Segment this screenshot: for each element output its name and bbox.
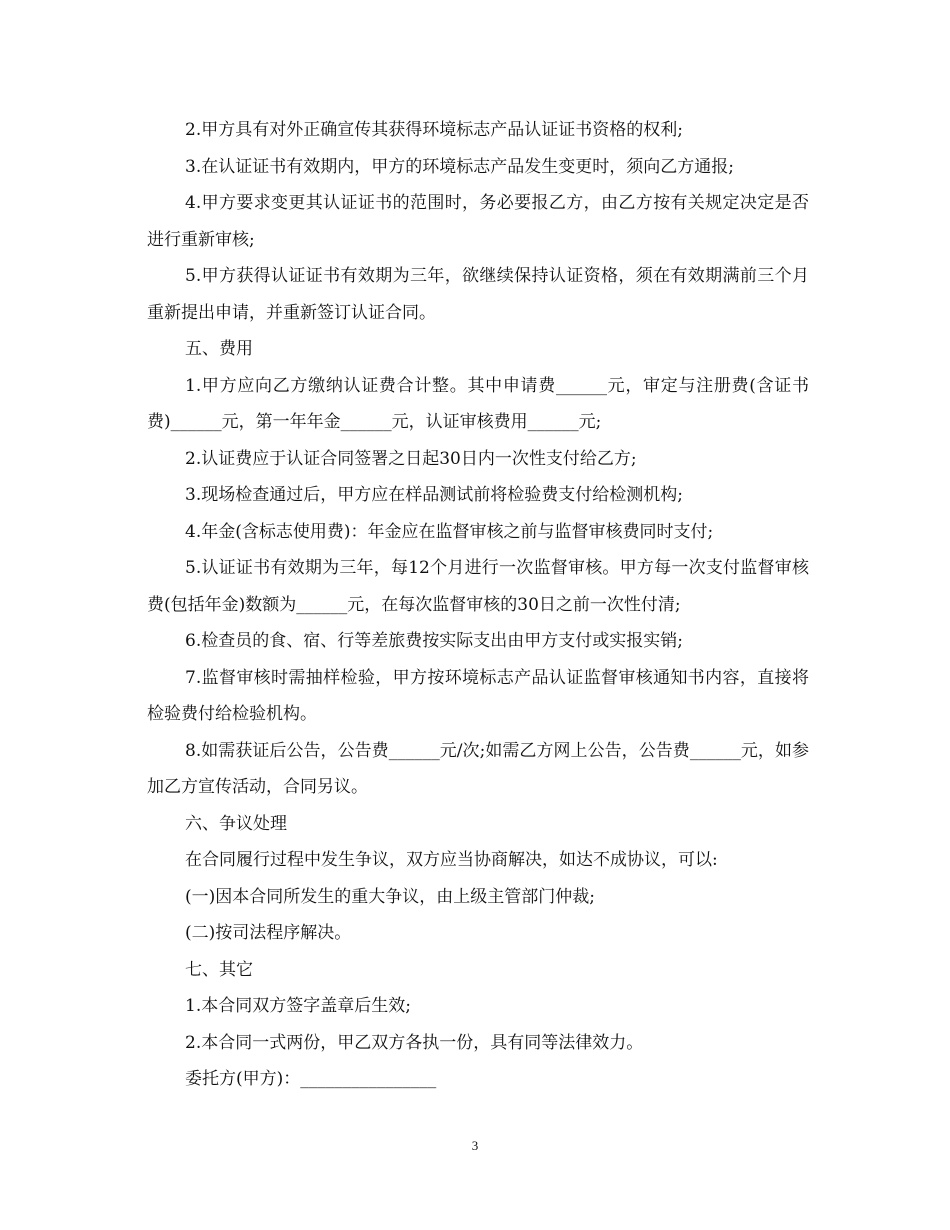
fees-item-1: 1.甲方应向乙方缴纳认证费合计整。其中申请费______元，审定与注册费(含证书费)______元，第一年年金______元，认证审核费用______元;	[147, 375, 809, 432]
fees-item-5: 5.认证证书有效期为三年，每12个月进行一次监督审核。甲方每一次支付监督审核费(包括年金)数额为______元，在每次监督审核的30日之前一次性付清;	[147, 558, 809, 615]
page-number: 3	[471, 1138, 479, 1153]
section-heading-disputes: 六、争议处理	[185, 813, 287, 834]
disputes-option-2: (二)按司法程序解决。	[185, 923, 352, 943]
document-body	[147, 112, 809, 1098]
fees-item-6: 6.检查员的食、宿、行等差旅费按实际支出由甲方支付或实报实销;	[185, 631, 683, 651]
fees-item-4: 4.年金(含标志使用费)：年金应在监督审核之前与监督审核费同时支付;	[185, 521, 714, 542]
paragraph-2-publicity-right: 2.甲方具有对外正确宣传其获得环境标志产品认证证书资格的权利;	[185, 120, 683, 140]
disputes-option-1: (一)因本合同所发生的重大争议，由上级主管部门仲裁;	[185, 886, 595, 907]
section-heading-fees: 五、费用	[185, 339, 253, 359]
other-item-1: 1.本合同双方签字盖章后生效;	[185, 996, 411, 1016]
paragraph-3-change-notice: 3.在认证证书有效期内，甲方的环境标志产品发生变更时，须向乙方通报;	[185, 156, 734, 177]
disputes-intro: 在合同履行过程中发生争议，双方应当协商解决，如达不成协议，可以:	[185, 850, 718, 870]
other-item-2: 2.本合同一式两份，甲乙双方各执一份，具有同等法律效力。	[185, 1032, 644, 1053]
section-heading-other: 七、其它	[185, 959, 253, 980]
fees-item-3: 3.现场检查通过后，甲方应在样品测试前将检验费支付给检测机构;	[185, 485, 683, 505]
fees-item-2: 2.认证费应于认证合同签署之日起30日内一次性支付给乙方;	[185, 448, 637, 469]
paragraph-5-validity: 5.甲方获得认证证书有效期为三年，欲继续保持认证资格，须在有效期满前三个月重新提出申请，并重新签订认证合同。	[147, 266, 809, 323]
fees-item-7: 7.监督审核时需抽样检验，甲方按环境标志产品认证监督审核通知书内容，直接将检验费付给检验机构。	[147, 667, 809, 724]
signature-line-party-a: 委托方(甲方)：________________	[185, 1069, 437, 1089]
paragraph-4-scope-change: 4.甲方要求变更其认证证书的范围时，务必要报乙方，由乙方按有关规定决定是否进行重新审核;	[147, 193, 809, 250]
fees-item-8: 8.如需获证后公告，公告费______元/次;如需乙方网上公告，公告费______元，如参加乙方宣传活动，合同另议。	[147, 740, 809, 797]
